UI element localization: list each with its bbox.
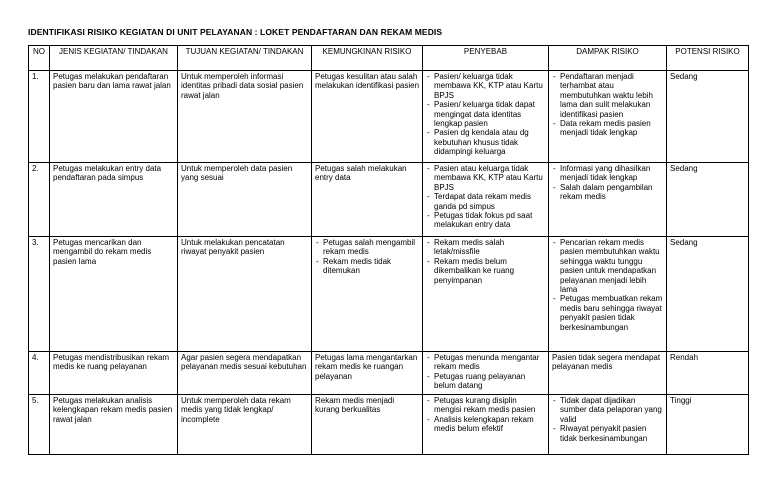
cell-jenis: Petugas mencarikan dan mengambil do rekam medis pasien lama bbox=[50, 237, 178, 352]
cell-potensi: Sedang bbox=[667, 163, 749, 237]
header-potensi-risiko: POTENSI RISIKO bbox=[667, 46, 749, 71]
cell-potensi: Sedang bbox=[667, 237, 749, 352]
list-item: - Rekam medis salah letak/missfile bbox=[426, 238, 546, 257]
cell-potensi: Tinggi bbox=[667, 395, 749, 455]
cell-penyebab bbox=[423, 237, 549, 352]
cell-jenis: Petugas mendistribusikan rekam medis ke ruang pelayanan bbox=[50, 352, 178, 395]
list-item: - Pencarian rekam medis pasien membutuhkan waktu sehingga waktu tunggu pasien untuk mendapatkan pelayanan menjadi lebih lama bbox=[552, 238, 664, 294]
header-tujuan-kegiatan: TUJUAN KEGIATAN/ TINDAKAN bbox=[178, 46, 312, 71]
cell-kemungkinan bbox=[312, 71, 423, 163]
cell-no: 1. bbox=[29, 71, 50, 163]
list-item: - Riwayat penyakit pasien tidak berkesinambungan bbox=[552, 424, 664, 443]
list-item: - Rekam medis tidak ditemukan bbox=[315, 257, 420, 276]
cell-penyebab bbox=[423, 395, 549, 455]
header-jenis-kegiatan: JENIS KEGIATAN/ TINDAKAN bbox=[50, 46, 178, 71]
cell-jenis: Petugas melakukan pendaftaran pasien baru dan lama rawat jalan bbox=[50, 71, 178, 163]
list-item: - Terdapat data rekam medis ganda pd simpus bbox=[426, 192, 546, 211]
cell-no: 5. bbox=[29, 395, 50, 455]
list-item: - Pendaftaran menjadi terhambat atau membutuhkan waktu lebih lama dan sulit melakukan identifikasi pasien bbox=[552, 72, 664, 119]
cell-no: 2. bbox=[29, 163, 50, 237]
header-no: NO bbox=[29, 46, 50, 71]
cell-tujuan: Untuk memperoleh data pasien yang sesuai bbox=[178, 163, 312, 237]
table-row bbox=[29, 163, 749, 237]
cell-dampak bbox=[549, 352, 667, 395]
list-item: - Petugas salah mengambil rekam medis bbox=[315, 238, 420, 257]
header-dampak-risiko: DAMPAK RISIKO bbox=[549, 46, 667, 71]
cell-dampak bbox=[549, 71, 667, 163]
kemungkinan-text: Petugas lama mengantarkan rekam medis ke ruangan pelayanan bbox=[315, 353, 418, 381]
list-item: - Informasi yang dihasilkan menjadi tidak lengkap bbox=[552, 164, 664, 183]
cell-jenis: Petugas melakukan entry data pendaftaran pada simpus bbox=[50, 163, 178, 237]
cell-tujuan: Agar pasien segera mendapatkan pelayanan medis sesuai kebutuhan bbox=[178, 352, 312, 395]
cell-kemungkinan bbox=[312, 237, 423, 352]
table-row bbox=[29, 352, 749, 395]
header-kemungkinan-risiko: KEMUNGKINAN RISIKO bbox=[312, 46, 423, 71]
cell-penyebab bbox=[423, 163, 549, 237]
list-item: - Pasien atau keluarga tidak membawa KK, KTP atau Kartu BPJS bbox=[426, 164, 546, 192]
table-row bbox=[29, 71, 749, 163]
cell-kemungkinan bbox=[312, 395, 423, 455]
document-title: IDENTIFIKASI RISIKO KEGIATAN DI UNIT PELAYANAN : LOKET PENDAFTARAN DAN REKAM MEDIS bbox=[28, 27, 443, 37]
cell-jenis: Petugas melakukan analisis kelengkapan rekam medis pasien rawat jalan bbox=[50, 395, 178, 455]
risk-table bbox=[28, 45, 749, 455]
list-item: - Petugas ruang pelayanan belum datang bbox=[426, 372, 546, 391]
list-item: - Petugas membuatkan rekam medis baru sehingga riwayat penyakit pasien tidak berkesinambungan bbox=[552, 294, 664, 332]
cell-no: 3. bbox=[29, 237, 50, 352]
list-item: - Pasien dg kendala atau dg kebutuhan khusus tidak didampingi keluarga bbox=[426, 128, 546, 156]
cell-kemungkinan bbox=[312, 163, 423, 237]
table-header-row bbox=[29, 46, 749, 71]
list-item: - Tidak dapat dijadikan sumber data pelaporan yang valid bbox=[552, 396, 664, 424]
cell-dampak bbox=[549, 163, 667, 237]
cell-potensi: Sedang bbox=[667, 71, 749, 163]
kemungkinan-text: Rekam medis menjadi kurang berkualitas bbox=[315, 396, 395, 415]
cell-tujuan: Untuk melakukan pencatatan riwayat penyakit pasien bbox=[178, 237, 312, 352]
cell-dampak bbox=[549, 237, 667, 352]
cell-dampak bbox=[549, 395, 667, 455]
cell-kemungkinan bbox=[312, 352, 423, 395]
cell-penyebab bbox=[423, 352, 549, 395]
list-item: - Data rekam medis pasien menjadi tidak lengkap bbox=[552, 119, 664, 138]
list-item: - Petugas menunda mengantar rekam medis bbox=[426, 353, 546, 372]
cell-no: 4. bbox=[29, 352, 50, 395]
list-item: - Petugas kurang disiplin mengisi rekam medis pasien bbox=[426, 396, 546, 415]
cell-penyebab bbox=[423, 71, 549, 163]
table-row bbox=[29, 395, 749, 455]
list-item: - Pasien/ keluarga tidak membawa KK, KTP atau Kartu BPJS bbox=[426, 72, 546, 100]
list-item: - Rekam medis belum dikembalikan ke ruang penyimpanan bbox=[426, 257, 546, 285]
dampak-text: Pasien tidak segera mendapat pelayanan medis bbox=[552, 353, 661, 372]
header-penyebab: PENYEBAB bbox=[423, 46, 549, 71]
list-item: - Petugas tidak fokus pd saat melakukan entry data bbox=[426, 211, 546, 230]
cell-tujuan: Untuk memperoleh informasi identitas pribadi data sosial pasien rawat jalan bbox=[178, 71, 312, 163]
table-row bbox=[29, 237, 749, 352]
list-item: - Analisis kelengkapan rekam medis belum efektif bbox=[426, 415, 546, 434]
cell-potensi: Rendah bbox=[667, 352, 749, 395]
kemungkinan-text: Petugas salah melakukan entry data bbox=[315, 164, 407, 183]
kemungkinan-text: Petugas kesulitan atau salah melakukan identifikasi pasien bbox=[315, 72, 420, 91]
cell-tujuan: Untuk memperoleh data rekam medis yang tidak lengkap/ incomplete bbox=[178, 395, 312, 455]
list-item: - Pasien/ keluarga tidak dapat mengingat data identitas lengkap pasien bbox=[426, 100, 546, 128]
list-item: - Salah dalam pengambilan rekam medis bbox=[552, 183, 664, 202]
